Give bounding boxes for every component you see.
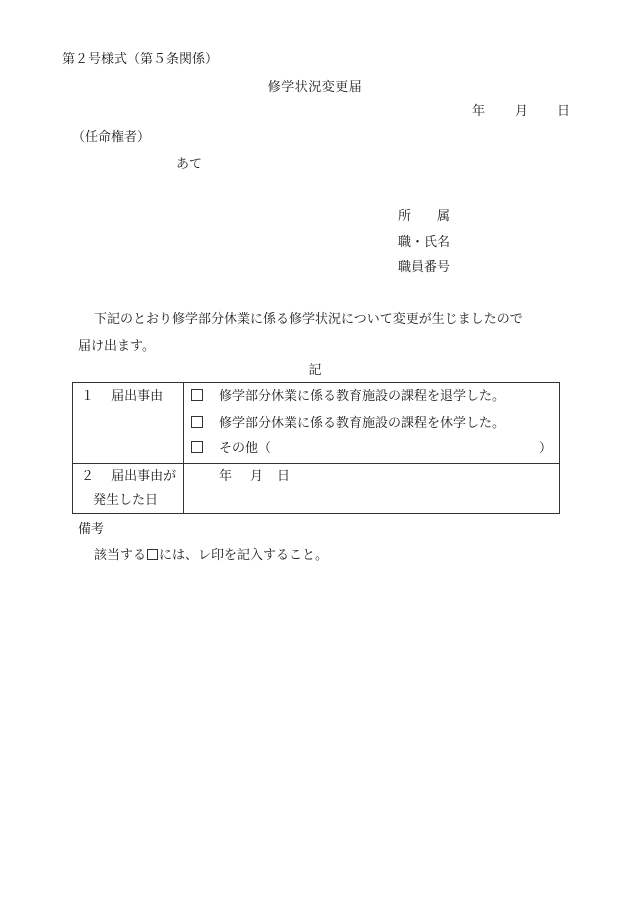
ki-heading: 記	[308, 363, 322, 378]
date-month-label: 月	[515, 104, 529, 119]
date-year-label: 年	[472, 104, 486, 119]
checkbox-icon[interactable]	[191, 389, 203, 401]
occurrence-month-label: 月	[250, 469, 264, 484]
form-number: 第２号様式（第５条関係）	[62, 52, 219, 67]
table-column-divider	[183, 383, 184, 513]
body-text-line-2: 届け出ます。	[78, 339, 155, 354]
remarks-title: 備考	[78, 522, 105, 537]
remarks-text-after: には、レ印を記入すること。	[159, 548, 329, 563]
recipient-label: （任命権者）	[72, 130, 151, 145]
position-name-label: 職・氏名	[398, 235, 451, 250]
option-label: その他（	[219, 441, 272, 456]
body-text-line-1: 下記のとおり修学部分休業に係る修学状況について変更が生じましたので	[94, 312, 523, 327]
attention-label: あて	[176, 157, 203, 172]
document-title: 修学状況変更届	[267, 80, 363, 95]
staff-number-label: 職員番号	[398, 260, 451, 275]
remarks-text-before: 該当する	[94, 548, 147, 563]
option-label: 修学部分休業に係る教育施設の課程を退学した。	[219, 389, 506, 404]
occurrence-date-label-line-2: 発生した日	[93, 493, 159, 508]
affiliation-label: 所 属	[398, 209, 451, 224]
other-close-paren: ）	[539, 441, 553, 456]
option-label: 修学部分休業に係る教育施設の課程を休学した。	[219, 416, 506, 431]
date-day-label: 日	[557, 104, 571, 119]
reason-option-leave-of-absence[interactable]	[191, 416, 505, 432]
checkbox-icon	[147, 549, 158, 560]
occurrence-year-label: 年	[219, 469, 233, 484]
reason-label: １ 届出事由	[81, 389, 164, 404]
reason-option-withdrawal[interactable]	[191, 389, 505, 405]
checkbox-icon[interactable]	[191, 416, 203, 428]
remarks-text	[94, 548, 328, 564]
reason-option-other[interactable]	[191, 441, 271, 457]
occurrence-day-label: 日	[277, 469, 291, 484]
occurrence-date-label-line-1: ２ 届出事由が	[81, 469, 177, 484]
report-table	[72, 382, 560, 514]
table-row-divider	[73, 463, 559, 464]
checkbox-icon[interactable]	[191, 441, 203, 453]
